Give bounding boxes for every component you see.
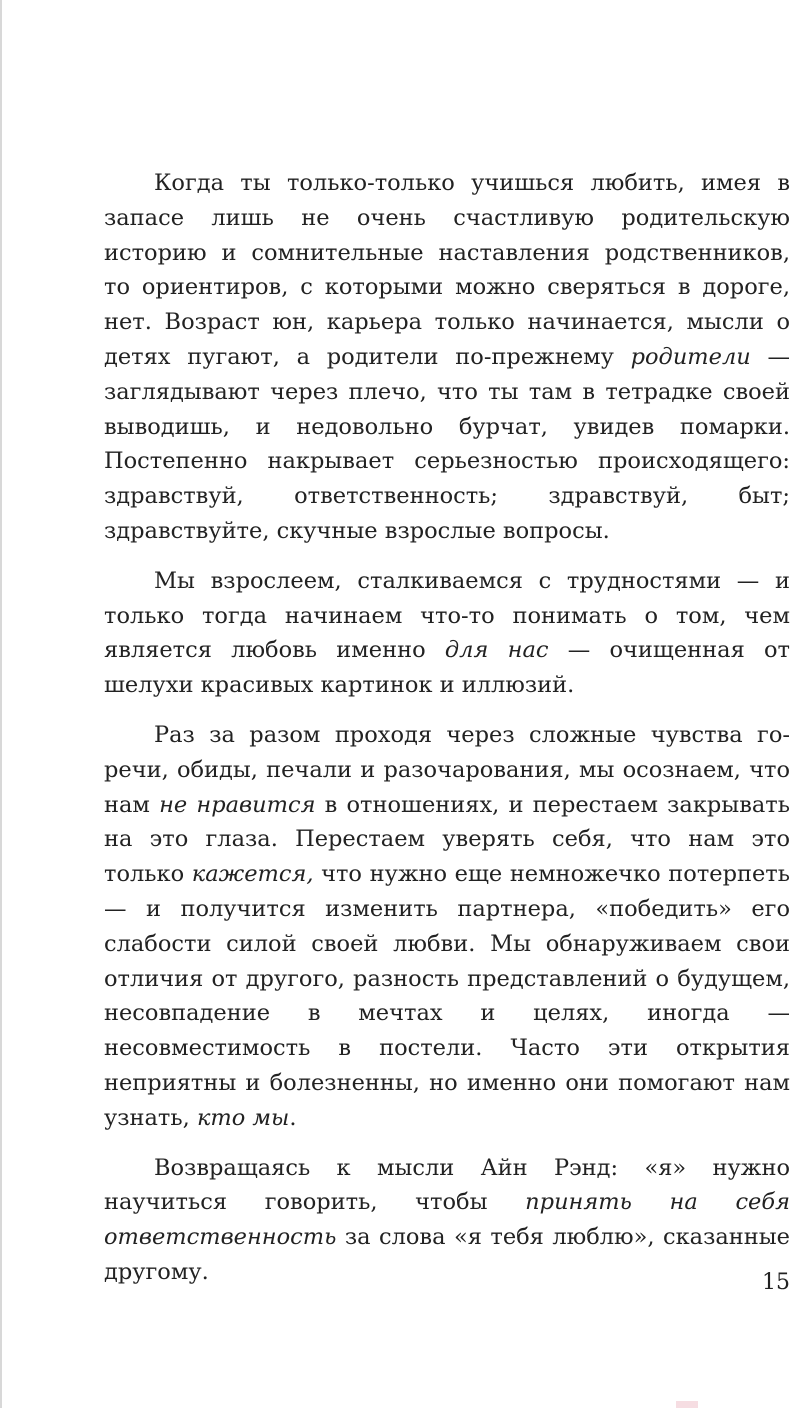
paragraph-1-text: Когда ты только-только учишься любить, имея в запасе лишь не очень счастливую родительскую историю и сомнительные наставления родственников, то ориентиров, с которыми можно сверяться в дороге, нет. Возраст юн, карьера только начинается, мысли о детях пугают, а родители по-прежнему [104,170,790,370]
paragraph-3-italic-seems: кажется, [191,861,314,888]
paragraph-1-text-continued: — заглядывают через плечо, что ты там в тетрадке своей выводишь, и недовольно бурчат, увидев помарки. Постепенно накрывает серьезностью происходящего: здравствуй, ответственность; здравствуй, быт; здравствуйте, скучные взрослые вопросы. [104,343,791,544]
paragraph-2-text: Мы взрослеем, сталкиваемся с трудностями — и только тогда начинаем что-то понимать о том, чем является любовь именно [104,567,790,664]
paragraph-3-text-3: что нужно еще немножечко потерпеть — и получится изменить партнера, «победить» его слабости силой своей любви. Мы обнаруживаем свои отличия от другого, разность представлений о будущем, несовпадение в мечтах и целях, иногда — несовместимость в постели. Часто эти открытия неприятны и болезненны, но именно они помогают нам узнать, [104,861,790,1131]
body-text [104,166,790,1305]
paragraph-3-italic-dislike: не нравится [159,791,316,818]
paragraph-1-italic-parents: родители [630,343,751,370]
paragraph-3-italic-who-we-are: кто мы [196,1104,290,1131]
paragraph-3 [104,718,790,1136]
paragraph-4-italic-responsibility: принять на себя ответственность [104,1189,790,1251]
paragraph-2-italic-for-us: для нас [444,637,549,664]
paragraph-4-text-continued: за слова «я тебя люблю», сказанные другому. [104,1224,790,1285]
paragraph-3-text-2: в отношениях, и перестаем закрывать на это глаза. Перестаем уверять себя, что нам это только [104,791,790,888]
paragraph-3-text: Раз за разом проходя через сложные чувства горечи, обиды, печали и разочарования, мы осознаем, что нам [104,721,790,818]
paragraph-1 [104,166,790,549]
paragraph-2 [104,564,790,703]
page-gutter-line [0,0,2,1408]
paragraph-3-text-end: . [289,1104,297,1131]
paragraph-4-text: Возвращаясь к мысли Айн Рэнд: «я» нужно научиться говорить, чтобы [104,1154,790,1216]
page-edge-mark [676,1401,698,1408]
paragraph-2-text-continued: — очищенная от шелухи красивых картинок и иллюзий. [104,637,791,699]
paragraph-4 [104,1151,790,1290]
page-number: 15 [762,1270,790,1295]
